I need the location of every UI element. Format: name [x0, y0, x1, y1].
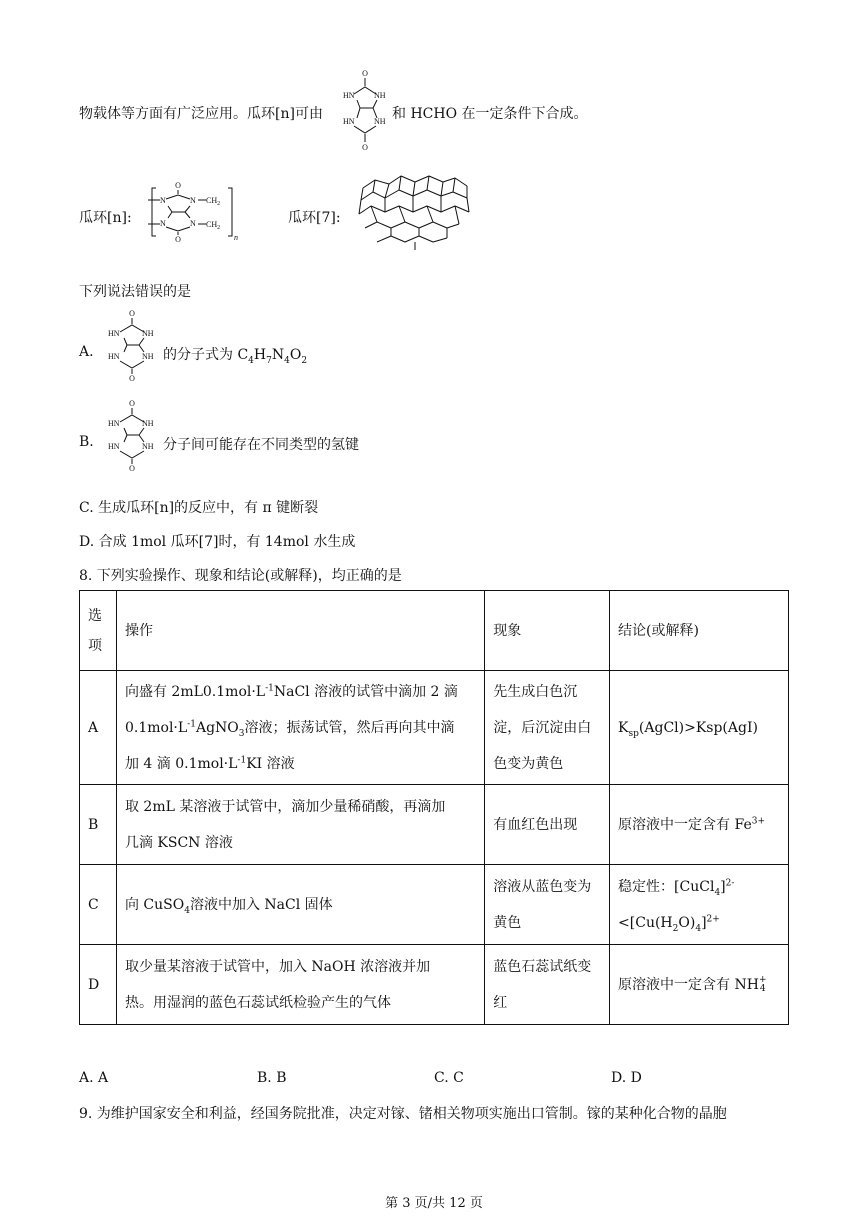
repeat-subscript-n: n: [234, 233, 238, 242]
intro-text-before: 物载体等方面有广泛应用。瓜环[n]可由: [79, 106, 323, 122]
option-b-letter: B.: [79, 434, 94, 450]
header-conclusion: 结论(或解释): [610, 591, 789, 671]
atom-o-bottom: O: [362, 143, 368, 152]
row-d-option: D: [80, 945, 117, 1025]
atom-o-top: O: [129, 399, 135, 408]
atom-nh-bottom: NH: [374, 117, 386, 126]
intro-text-after: 和 HCHO 在一定条件下合成。: [392, 106, 588, 122]
header-operation: 操作: [116, 591, 484, 671]
unit-o-bottom: O: [175, 235, 181, 242]
question-9-stem: 9. 为维护国家安全和利益，经国务院批准，决定对镓、锗相关物项实施出口管制。镓的某种化合物的晶胞: [79, 1106, 727, 1122]
atom-hn-top: HN: [343, 91, 355, 100]
answer-c[interactable]: C. C: [434, 1070, 464, 1086]
atom-o-top: O: [129, 309, 135, 318]
question-7-stem: 下列说法错误的是: [79, 284, 191, 300]
table-row: [80, 945, 789, 1025]
answer-d[interactable]: D. D: [611, 1070, 642, 1086]
row-a-option: A: [80, 671, 117, 785]
row-a-phenomenon: 先生成白色沉 淀，后沉淀由白 色变为黄色: [485, 671, 610, 785]
cucurbituril-7-3d-model: [355, 170, 475, 252]
unit-n-3: N: [160, 219, 166, 228]
unit-o-top: O: [175, 181, 181, 190]
atom-hn-bottom: HN: [343, 117, 355, 126]
row-a-conclusion: $K_{sp}(AgCl)>Ksp(AgI)$: [610, 671, 789, 785]
table-header-row: [80, 591, 789, 671]
unit-n-2: N: [190, 196, 196, 205]
row-d-phenomenon: 蓝色石蕊试纸变 红: [485, 945, 610, 1025]
atom-nh-top: NH: [142, 419, 154, 428]
unit-n-4: N: [190, 219, 196, 228]
question-8-stem: 8. 下列实验操作、现象和结论(或解释)，均正确的是: [79, 568, 402, 584]
row-a-operation: 向盛有 $2mL0.1mol\cdot L^{-1}NaCl$ 溶液的试管中滴加 2 滴 $0.1mol\cdot L^{-1}AgNO_3$溶液；振荡试管，然后再向其中滴 加 4 滴 $0.1mol\cdot L^{-1}KI$ 溶液: [116, 671, 484, 785]
header-phenomenon: 现象: [485, 591, 610, 671]
row-b-option: B: [80, 785, 117, 865]
experiment-table: [79, 590, 789, 1025]
atom-nh-bottom: NH: [142, 442, 154, 451]
page-footer: 第 3 页/共 12 页: [385, 1196, 483, 1211]
glycoluril-structure-intro: [340, 68, 390, 152]
atom-hn-top: HN: [108, 329, 120, 338]
answer-b[interactable]: B. B: [257, 1070, 287, 1086]
header-option: 选 项: [80, 591, 117, 671]
atom-nh-top: NH: [374, 91, 386, 100]
row-d-conclusion: 原溶液中一定含有 NH+ 4: [610, 945, 789, 1025]
atom-nh-top: NH: [142, 329, 154, 338]
row-b-phenomenon: 有血红色出现: [485, 785, 610, 865]
atom-hn-bottom: HN: [108, 442, 120, 451]
atom-o-bottom: O: [129, 374, 135, 382]
row-c-phenomenon: 溶液从蓝色变为 黄色: [485, 865, 610, 945]
glycoluril-structure-option-a: [104, 308, 160, 382]
row-c-operation: 向 CuSO$_4$溶液中加入 NaCl 固体: [116, 865, 484, 945]
atom-hn-top: HN: [108, 419, 120, 428]
option-c-text: C. 生成瓜环[n]的反应中，有 π 键断裂: [79, 500, 319, 516]
unit-ch2-bottom: $CH_2$: [206, 220, 221, 231]
option-b-text: 分子间可能存在不同类型的氢键: [163, 437, 359, 453]
atom-hn-bottom: HN: [108, 352, 120, 361]
row-d-operation: 取少量某溶液于试管中，加入 NaOH 浓溶液并加 热。用湿润的蓝色石蕊试纸检验产生的气体: [116, 945, 484, 1025]
table-row: [80, 671, 789, 785]
table-row: [80, 785, 789, 865]
glycoluril-structure-option-b: [104, 398, 160, 472]
table-row: [80, 865, 789, 945]
option-a-letter: A.: [79, 344, 94, 360]
atom-o-top: O: [362, 69, 368, 78]
label-cucurbituril-n: 瓜环[n]:: [79, 210, 132, 226]
option-d-text: D. 合成 1mol 瓜环[7]时，有 14mol 水生成: [79, 534, 356, 550]
answer-a[interactable]: A. A: [79, 1070, 109, 1086]
option-a-text: 的分子式为 $C_4H_7N_4O_2$: [163, 347, 308, 366]
atom-nh-bottom: NH: [142, 352, 154, 361]
row-c-conclusion: 稳定性：[CuCl$_4$]$^{2-}$ $<[Cu(H_2O)_4]^{2+}$: [610, 865, 789, 945]
row-c-option: C: [80, 865, 117, 945]
row-b-operation: 取 2mL 某溶液于试管中，滴加少量稀硝酸，再滴加 几滴 KSCN 溶液: [116, 785, 484, 865]
unit-ch2-top: $CH_2$: [206, 196, 221, 207]
row-b-conclusion: 原溶液中一定含有 $Fe^{3+}$: [610, 785, 789, 865]
unit-n-1: N: [160, 196, 166, 205]
cucurbituril-n-repeat-unit: [148, 180, 248, 242]
label-cucurbituril-7: 瓜环[7]:: [288, 210, 341, 226]
atom-o-bottom: O: [129, 464, 135, 472]
